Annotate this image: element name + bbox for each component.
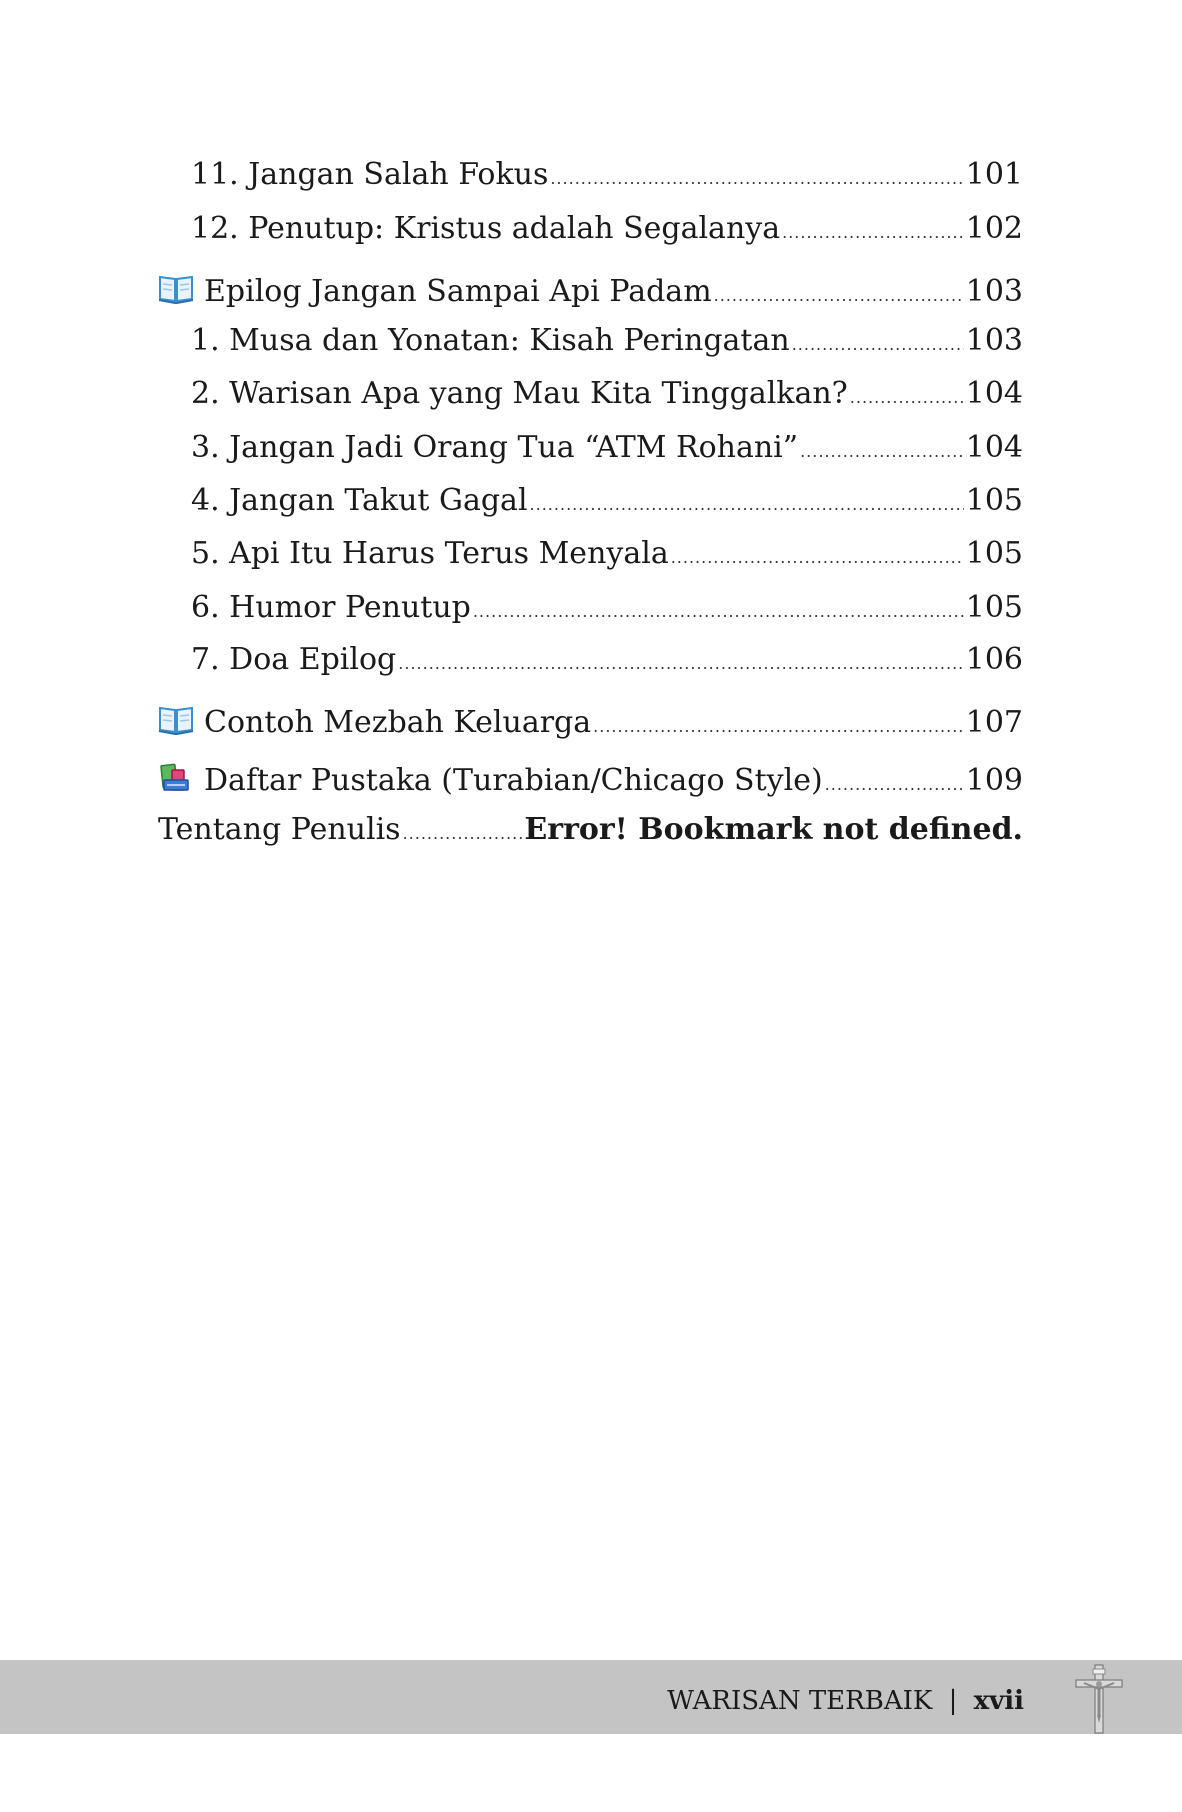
book-title: WARISAN TERBAIK: [667, 1686, 933, 1716]
toc-entry-label: 2. Warisan Apa yang Mau Kita Tinggalkan?: [191, 376, 848, 411]
dot-leader: [671, 540, 964, 576]
toc-entry[interactable]: [191, 323, 1023, 363]
dot-leader: [825, 767, 964, 803]
open-book-icon: [158, 273, 194, 305]
toc-entry-page: 109: [965, 763, 1023, 798]
toc-chapter-entry[interactable]: [158, 700, 1023, 745]
toc-entry-page: 103: [965, 274, 1023, 309]
toc-entry[interactable]: [191, 483, 1023, 523]
toc-entry-label: 6. Humor Penutup: [191, 590, 471, 625]
toc-entry-page: 103: [965, 323, 1023, 358]
dot-leader: [473, 594, 964, 630]
toc-entry[interactable]: [191, 642, 1023, 682]
toc-entry-label: 11. Jangan Salah Fokus: [191, 157, 549, 192]
dot-leader: [403, 816, 523, 852]
toc-entry[interactable]: [191, 376, 1023, 416]
toc-chapter-entry[interactable]: [158, 758, 1023, 803]
toc-entry[interactable]: [191, 590, 1023, 630]
toc-entry-page: 105: [965, 536, 1023, 571]
dot-leader: [850, 380, 964, 416]
toc-entry-label: 1. Musa dan Yonatan: Kisah Peringatan: [191, 323, 790, 358]
page-number: xvii: [973, 1686, 1024, 1716]
dot-leader: [398, 646, 963, 682]
running-footer: [667, 1686, 1024, 1716]
toc-entry-label: Daftar Pustaka (Turabian/Chicago Style): [204, 763, 823, 798]
toc-entry-label: Epilog Jangan Sampai Api Padam: [204, 274, 712, 309]
toc-entry-label: 7. Doa Epilog: [191, 642, 397, 677]
toc-entry-page: 105: [965, 483, 1023, 518]
toc-entry[interactable]: [191, 211, 1023, 251]
toc-entry-page: 106: [965, 642, 1023, 677]
open-book-icon: [158, 704, 194, 736]
toc-entry-label: Contoh Mezbah Keluarga: [204, 705, 592, 740]
toc-entry[interactable]: [191, 430, 1023, 470]
dot-leader: [792, 327, 964, 363]
dot-leader: [593, 709, 964, 745]
toc-entry[interactable]: [191, 157, 1023, 197]
toc-entry-page: 105: [965, 590, 1023, 625]
dot-leader: [550, 161, 963, 197]
toc-entry-page: 104: [965, 376, 1023, 411]
bookmark-error-text: Error! Bookmark not defined.: [524, 812, 1023, 847]
dot-leader: [800, 434, 964, 470]
toc-chapter-entry[interactable]: [158, 269, 1023, 314]
toc-entry-label: 4. Jangan Takut Gagal: [191, 483, 528, 518]
dot-leader: [714, 278, 964, 314]
footer-separator: |: [948, 1686, 958, 1716]
dot-leader: [782, 215, 964, 251]
dot-leader: [530, 487, 964, 523]
books-stack-icon: [158, 762, 194, 794]
toc-entry-page: 102: [965, 211, 1023, 246]
toc-entry-label: 12. Penutup: Kristus adalah Segalanya: [191, 211, 781, 246]
toc-entry-error[interactable]: [158, 812, 1023, 852]
toc-entry-label: 3. Jangan Jadi Orang Tua “ATM Rohani”: [191, 430, 799, 465]
toc-entry[interactable]: [191, 536, 1023, 576]
crucifix-icon: [1074, 1663, 1124, 1735]
toc-entry-label: 5. Api Itu Harus Terus Menyala: [191, 536, 669, 571]
toc-entry-page: 101: [965, 157, 1023, 192]
toc-entry-page: 104: [965, 430, 1023, 465]
toc-entry-label: Tentang Penulis: [158, 812, 401, 847]
toc-entry-page: 107: [965, 705, 1023, 740]
